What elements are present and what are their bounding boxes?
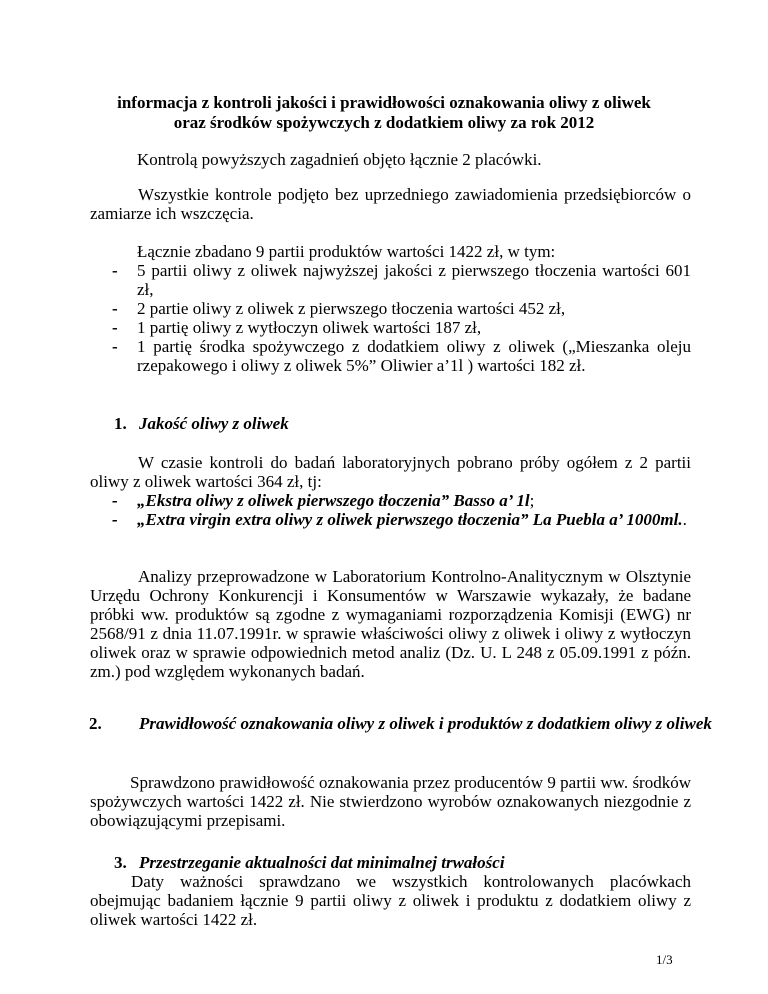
dash-bullet: - xyxy=(112,318,118,337)
batches-list xyxy=(112,261,691,375)
samples-list xyxy=(112,491,691,529)
section-1-number: 1. xyxy=(114,414,127,433)
section-1-paragraph-1: W czasie kontroli do badań laboratoryjnych pobrano próby ogółem z 2 partii oliwy z oliwek wartości 364 zł, tj: xyxy=(90,453,691,491)
dash-bullet: - xyxy=(112,299,118,318)
section-1-paragraph-2: Analizy przeprowadzone w Laboratorium Kontrolno-Analitycznym w Olsztynie Urzędu Ochrony Konkurencji i Konsumentów w Warszawie wykazały, że badane próbki ww. produktów są zgodne z wymaganiami rozporządzenia Komisji (EWG) nr 2568/91 z dnia 11.07.1991r. w sprawie właściwości oliwy z oliwek i oliwy z wytłoczyn oliwek oraz w sprawie odpowiednich metod analiz (Dz. U. L 248 z 05.09.1991 z późn. zm.) pod względem wykonanych badań. xyxy=(90,567,691,681)
section-3-heading xyxy=(114,853,691,872)
list-item: - 1 partię środka spożywczego z dodatkiem oliwy z oliwek („Mieszanka oleju rzepakowego i oliwy z oliwek 5%” Oliwier a’1l ) wartości 182 zł. xyxy=(112,337,691,375)
batches-intro: Łącznie zbadano 9 partii produktów wartości 1422 zł, w tym: xyxy=(137,242,556,261)
title-line-2: oraz środków spożywczych z dodatkiem oliwy za rok 2012 xyxy=(173,113,595,132)
dash-bullet: - xyxy=(112,510,118,529)
title-line-1: informacja z kontroli jakości i prawidłowości oznakowania oliwy z oliwek xyxy=(117,93,651,112)
list-item: - „Ekstra oliwy z oliwek pierwszego tłoczenia” Basso a’ 1l; xyxy=(112,491,535,510)
dash-bullet: - xyxy=(112,491,118,510)
section-2-paragraph: Sprawdzono prawidłowość oznakowania przez producentów 9 partii ww. środków spożywczych wartości 1422 zł. Nie stwierdzono wyrobów oznakowanych niezgodnie z obowiązującymi przepisami. xyxy=(90,773,691,830)
section-2-title: Prawidłowość oznakowania oliwy z oliwek i produktów z dodatkiem oliwy z oliwek xyxy=(139,714,712,733)
dash-bullet: - xyxy=(112,337,118,356)
section-3-title: Przestrzeganie aktualności dat minimalnej trwałości xyxy=(139,853,505,872)
dash-bullet: - xyxy=(112,261,118,280)
section-1-title: Jakość oliwy z oliwek xyxy=(139,414,289,433)
list-item: - „Extra virgin extra oliwy z oliwek pierwszego tłoczenia” La Puebla a’ 1000ml.. xyxy=(112,510,687,529)
intro-paragraph: Kontrolą powyższych zagadnień objęto łącznie 2 placówki. xyxy=(137,150,542,169)
list-item: - 1 partię oliwy z wytłoczyn oliwek wartości 187 zł, xyxy=(112,318,482,337)
no-notice-paragraph: Wszystkie kontrole podjęto bez uprzedniego zawiadomienia przedsiębiorców o zamiarze ich wszczęcia. xyxy=(90,185,691,223)
section-1-heading xyxy=(114,414,691,433)
list-item: - 2 partie oliwy z oliwek z pierwszego tłoczenia wartości 452 zł, xyxy=(112,299,566,318)
section-3-paragraph: Daty ważności sprawdzano we wszystkich kontrolowanych placówkach obejmując badaniem łącznie 9 partii oliwy z oliwek i produktu z dodatkiem oliwy z oliwek wartości 1422 zł. xyxy=(90,872,691,929)
section-2-heading xyxy=(89,714,716,733)
document-title xyxy=(70,93,698,133)
page-number: 1/3 xyxy=(656,952,673,967)
list-item: - 5 partii oliwy z oliwek najwyższej jakości z pierwszego tłoczenia wartości 601 zł, xyxy=(112,261,691,299)
section-2-number: 2. xyxy=(89,714,102,733)
section-3-number: 3. xyxy=(114,853,127,872)
